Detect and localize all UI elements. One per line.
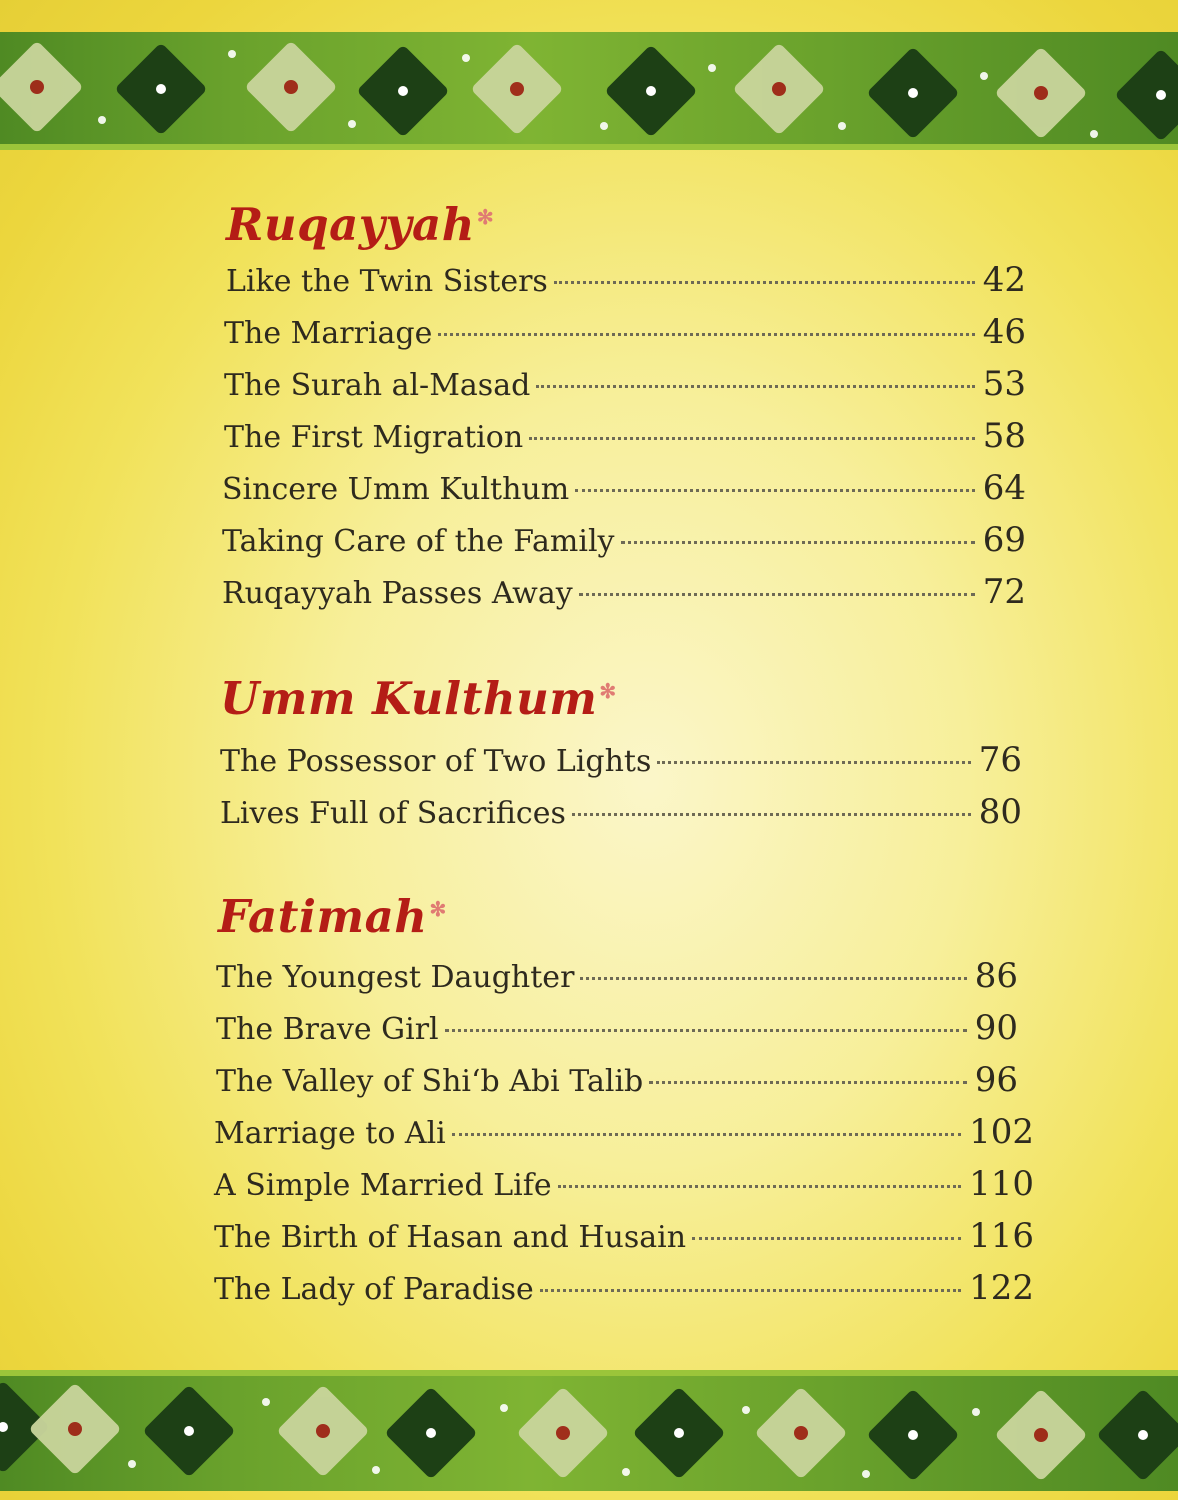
entry-label: The Possessor of Two Lights (220, 744, 652, 779)
toc-entry[interactable] (214, 1268, 1034, 1320)
section-title-text: Ruqayyah (226, 198, 475, 251)
honorific-icon: ✻ (429, 897, 447, 921)
section-title-text: Umm Kulthum (220, 672, 598, 725)
dot-leader (554, 281, 975, 284)
page-number: 69 (982, 520, 1026, 560)
entry-label: Ruqayyah Passes Away (222, 576, 573, 611)
entry-label: Taking Care of the Family (222, 524, 615, 559)
toc-entry[interactable] (214, 1216, 1034, 1268)
dot-leader (692, 1237, 961, 1240)
speck (500, 1404, 508, 1412)
page-number: 46 (982, 312, 1026, 352)
diamond-ornament (632, 1386, 725, 1479)
entry-label: A Simple Married Life (214, 1168, 552, 1203)
dot-leader (529, 437, 975, 440)
page-number: 86 (974, 956, 1018, 996)
diamond-ornament (516, 1386, 609, 1479)
dot (791, 1423, 811, 1443)
entry-label: The Lady of Paradise (214, 1272, 534, 1307)
honorific-icon: ✻ (599, 679, 617, 703)
toc-entry[interactable] (220, 740, 1022, 792)
entry-label: Lives Full of Sacrifices (220, 796, 566, 831)
dot-leader (575, 489, 975, 492)
section-title (220, 672, 617, 725)
page-number: 80 (978, 792, 1022, 832)
page-number: 42 (982, 260, 1026, 300)
toc-entry[interactable] (214, 1112, 1034, 1164)
diamond-ornament (1096, 1388, 1178, 1481)
dot-leader (621, 541, 975, 544)
toc-entry[interactable] (216, 1060, 1018, 1112)
page-number: 53 (982, 364, 1026, 404)
diamond-ornament (866, 1388, 959, 1481)
dot-leader (579, 593, 975, 596)
entry-label: The First Migration (224, 420, 524, 455)
entry-label: The Youngest Daughter (216, 960, 575, 995)
dot-leader (649, 1081, 966, 1084)
speck (972, 1408, 980, 1416)
dot-leader (540, 1289, 961, 1292)
section-title-text: Fatimah (218, 890, 428, 943)
dot (65, 1419, 85, 1439)
speck (742, 1406, 750, 1414)
dot (313, 1421, 333, 1441)
toc-entry[interactable] (222, 520, 1026, 572)
toc-entry[interactable] (226, 260, 1026, 312)
speck (862, 1470, 870, 1478)
dot (553, 1423, 573, 1443)
toc-entry[interactable] (224, 416, 1026, 468)
dot-leader (452, 1133, 961, 1136)
diamond-ornament (384, 1386, 477, 1479)
dot (1136, 1428, 1150, 1442)
diamond-ornament (754, 1386, 847, 1479)
toc-entry[interactable] (220, 792, 1022, 844)
toc-entry[interactable] (216, 1008, 1018, 1060)
page-number: 96 (974, 1060, 1018, 1100)
entry-label: The Birth of Hasan and Husain (214, 1220, 687, 1255)
speck (372, 1466, 380, 1474)
page-number: 76 (978, 740, 1022, 780)
dot-leader (438, 333, 974, 336)
dot (182, 1424, 196, 1438)
dot-leader (536, 385, 974, 388)
entry-label: Sincere Umm Kulthum (222, 472, 570, 507)
speck (128, 1460, 136, 1468)
entry-label: The Valley of Shi‘b Abi Talib (216, 1064, 644, 1099)
entry-label: The Brave Girl (216, 1012, 439, 1047)
dot-leader (572, 813, 971, 816)
dot-leader (657, 761, 970, 764)
entry-label: The Surah al-Masad (224, 368, 531, 403)
page-number: 116 (969, 1216, 1034, 1256)
section-title (218, 890, 447, 943)
honorific-icon: ✻ (476, 205, 495, 229)
page-number: 58 (982, 416, 1026, 456)
section-title (226, 198, 494, 251)
diamond-ornament (142, 1384, 235, 1477)
entry-label: Marriage to Ali (214, 1116, 446, 1151)
page-number: 72 (982, 572, 1026, 612)
page-number: 64 (982, 468, 1026, 508)
dot-leader (580, 977, 966, 980)
diamond-ornament (28, 1382, 121, 1475)
dot-leader (558, 1185, 961, 1188)
entry-label: The Marriage (224, 316, 433, 351)
toc-entry[interactable] (224, 312, 1026, 364)
entry-label: Like the Twin Sisters (226, 264, 548, 299)
page-number: 90 (974, 1008, 1018, 1048)
bottom-decorative-border (0, 1370, 1178, 1491)
page-number: 110 (969, 1164, 1034, 1204)
dot (672, 1426, 686, 1440)
diamond-ornament (994, 1388, 1087, 1481)
toc-entry[interactable] (222, 468, 1026, 520)
toc-entry[interactable] (214, 1164, 1034, 1216)
dot (906, 1428, 920, 1442)
dot-leader (445, 1029, 967, 1032)
page-number: 122 (969, 1268, 1034, 1308)
toc-entry[interactable] (224, 364, 1026, 416)
toc-entry[interactable] (216, 956, 1018, 1008)
page-number: 102 (969, 1112, 1034, 1152)
dot (424, 1426, 438, 1440)
dot (1031, 1425, 1051, 1445)
speck (262, 1398, 270, 1406)
toc-entry[interactable] (222, 572, 1026, 624)
diamond-ornament (276, 1384, 369, 1477)
dot (0, 1420, 10, 1434)
speck (622, 1468, 630, 1476)
